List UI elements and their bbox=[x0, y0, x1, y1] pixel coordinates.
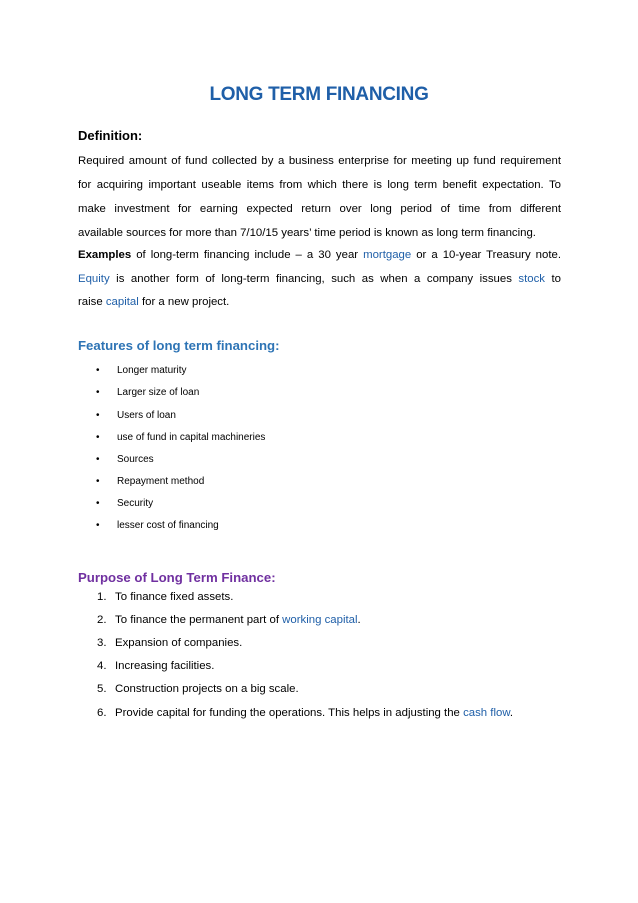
list-item-text-part: . bbox=[357, 614, 361, 626]
list-item-text: Repayment method bbox=[117, 476, 205, 487]
examples-line-3 bbox=[78, 290, 561, 314]
working-capital-link[interactable]: working capital bbox=[282, 614, 358, 626]
bullet-icon: • bbox=[96, 476, 100, 487]
list-item-text bbox=[115, 707, 513, 719]
examples-text: to bbox=[545, 273, 562, 285]
examples-text: of long-term financing include – a 30 year bbox=[131, 249, 364, 261]
definition-line-2: for acquiring important useable items from which there is long term benefit expectation. To bbox=[78, 179, 561, 191]
purpose-heading: Purpose of Long Term Finance: bbox=[78, 570, 276, 585]
bullet-icon: • bbox=[96, 432, 100, 443]
features-heading: Features of long term financing: bbox=[78, 338, 280, 353]
list-item-text: Increasing facilities. bbox=[115, 660, 215, 672]
list-number: 5. bbox=[97, 683, 107, 695]
bullet-icon: • bbox=[96, 454, 100, 465]
list-item-text-part: . bbox=[509, 707, 514, 719]
examples-text: or a 10-year Treasury note. bbox=[411, 249, 561, 261]
definition-heading: Definition: bbox=[78, 128, 143, 143]
list-item-text: To finance fixed assets. bbox=[115, 591, 234, 603]
examples-text: for a new project. bbox=[138, 296, 230, 308]
list-item-text: Users of loan bbox=[117, 410, 176, 421]
bullet-icon: • bbox=[96, 498, 100, 509]
capital-link[interactable]: capital bbox=[105, 296, 139, 308]
list-item-text bbox=[115, 614, 361, 626]
list-number: 2. bbox=[97, 614, 107, 626]
examples-bold-word: Examples bbox=[78, 249, 132, 261]
definition-line-4: available sources for more than 7/10/15 years’ time period is known as long term financing. bbox=[78, 227, 536, 239]
definition-line-1: Required amount of fund collected by a business enterprise for meeting up fund requirement bbox=[78, 155, 561, 167]
list-item-text: Construction projects on a big scale. bbox=[115, 683, 299, 695]
bullet-icon: • bbox=[96, 520, 100, 531]
list-item-text: Longer maturity bbox=[117, 365, 187, 376]
bullet-icon: • bbox=[96, 365, 100, 376]
list-number: 3. bbox=[97, 637, 107, 649]
list-item-text-part: To finance the permanent part of bbox=[115, 614, 283, 626]
mortgage-link[interactable]: mortgage bbox=[363, 249, 412, 261]
list-item-text-part: Provide capital for funding the operations. This helps in adjusting the bbox=[115, 707, 464, 719]
list-item-text: Larger size of loan bbox=[117, 387, 200, 398]
list-number: 6. bbox=[97, 707, 107, 719]
list-item-text: Security bbox=[117, 498, 154, 509]
examples-text: is another form of long-term financing, such as when a company issues bbox=[109, 273, 519, 285]
document-title: LONG TERM FINANCING bbox=[209, 84, 429, 105]
bullet-icon: • bbox=[96, 387, 100, 398]
stock-link[interactable]: stock bbox=[518, 273, 545, 285]
list-item-text: Sources bbox=[117, 454, 154, 465]
list-number: 4. bbox=[97, 660, 107, 672]
list-number: 1. bbox=[97, 591, 107, 603]
cash-flow-link[interactable]: cash flow bbox=[463, 707, 510, 719]
examples-text: raise bbox=[78, 296, 106, 308]
examples-line-2 bbox=[78, 267, 561, 291]
bullet-icon: • bbox=[96, 410, 100, 421]
list-item-text: use of fund in capital machineries bbox=[117, 432, 266, 443]
list-item-text: lesser cost of financing bbox=[117, 520, 219, 531]
equity-link[interactable]: Equity bbox=[78, 273, 110, 285]
list-item-text: Expansion of companies. bbox=[115, 637, 243, 649]
definition-line-3: make investment for earning expected return over long period of time from different bbox=[78, 203, 561, 215]
examples-line-1 bbox=[78, 243, 561, 267]
